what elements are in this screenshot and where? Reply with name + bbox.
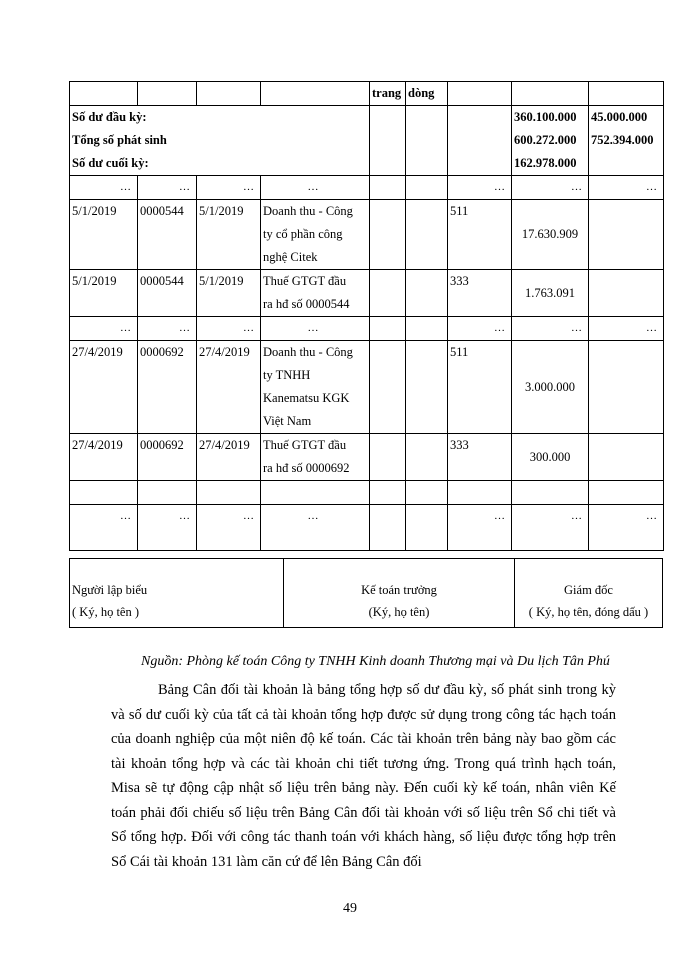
closing-balance-label: Số dư cuối kỳ: — [72, 156, 149, 170]
entry-doc-date: 27/4/2019 — [197, 341, 261, 434]
ellipsis-cell: … — [448, 505, 512, 551]
description-line: Kanematsu KGK — [263, 391, 350, 405]
page-number: 49 — [343, 901, 357, 916]
balance-labels — [70, 106, 370, 176]
ellipsis-cell: … — [589, 176, 664, 200]
ellipsis-cell: … — [70, 176, 138, 200]
ellipsis-cell: … — [512, 505, 589, 551]
signature-block — [69, 558, 663, 628]
director-note: ( Ký, họ tên, đóng dấu ) — [528, 605, 649, 619]
description-line: ty cổ phần công — [263, 227, 343, 241]
ellipsis-row — [70, 505, 664, 551]
ellipsis-cell: … — [70, 317, 138, 341]
total-credit: 752.394.000 — [591, 133, 654, 147]
entry-amount: 1.763.091 — [512, 270, 589, 317]
header-dong: dòng — [406, 82, 448, 106]
source-caption: Nguồn: Phòng kế toán Công ty TNHH Kinh doanh Thương mại và Du lịch Tân Phú — [141, 654, 610, 669]
opening-debit: 360.100.000 — [514, 110, 577, 124]
description-line: Thuế GTGT đầu — [263, 274, 347, 288]
blank — [370, 270, 406, 317]
ellipsis-cell: … — [197, 505, 261, 551]
description-line: Việt Nam — [263, 414, 312, 428]
blank — [589, 341, 664, 434]
total-activity-label: Tổng số phát sinh — [72, 133, 167, 147]
opening-balance-label: Số dư đầu kỳ: — [72, 110, 147, 124]
blank — [406, 341, 448, 434]
entry-date: 27/4/2019 — [70, 434, 138, 481]
entry-account: 333 — [448, 270, 512, 317]
table-row — [70, 341, 664, 434]
ellipsis-cell: … — [512, 317, 589, 341]
ellipsis-cell: … — [512, 176, 589, 200]
header-row — [70, 82, 664, 106]
total-debit: 600.272.000 — [514, 133, 577, 147]
ellipsis-cell: … — [197, 176, 261, 200]
ellipsis-cell: … — [448, 176, 512, 200]
balance-debit — [512, 106, 589, 176]
blank — [589, 200, 664, 270]
chief-accountant-note: (Ký, họ tên) — [368, 605, 430, 619]
entry-description — [261, 341, 370, 434]
description-line: ra hđ số 0000692 — [263, 461, 350, 475]
ellipsis-cell: … — [261, 317, 370, 341]
ellipsis-row — [70, 317, 664, 341]
header-trang: trang — [370, 82, 406, 106]
entry-account: 333 — [448, 434, 512, 481]
entry-date: 5/1/2019 — [70, 270, 138, 317]
description-line: Thuế GTGT đầu — [263, 438, 347, 452]
blank — [589, 434, 664, 481]
ellipsis-cell: … — [197, 317, 261, 341]
table-row — [70, 200, 664, 270]
preparer-note: ( Ký, họ tên ) — [72, 605, 139, 619]
chief-accountant-signature — [284, 559, 515, 627]
entry-amount: 3.000.000 — [512, 341, 589, 434]
entry-doc-date: 5/1/2019 — [197, 200, 261, 270]
description-line: ra hđ số 0000544 — [263, 297, 350, 311]
ellipsis-cell: … — [261, 505, 370, 551]
ledger-table — [69, 81, 664, 551]
balance-row — [70, 106, 664, 176]
entry-account: 511 — [448, 200, 512, 270]
entry-doc-date: 5/1/2019 — [197, 270, 261, 317]
ellipsis-cell: … — [70, 505, 138, 551]
ellipsis-cell: … — [589, 317, 664, 341]
ellipsis-row — [70, 176, 664, 200]
director-signature — [515, 559, 662, 627]
blank — [406, 270, 448, 317]
blank-row — [70, 481, 664, 505]
closing-credit — [591, 152, 661, 175]
opening-credit: 45.000.000 — [591, 110, 648, 124]
chief-accountant-title: Kế toán trưởng — [361, 583, 437, 597]
ellipsis-cell: … — [138, 505, 197, 551]
entry-number: 0000692 — [138, 434, 197, 481]
description-line: nghệ Citek — [263, 250, 318, 264]
entry-description — [261, 270, 370, 317]
entry-doc-date: 27/4/2019 — [197, 434, 261, 481]
ellipsis-cell: … — [261, 176, 370, 200]
description-line: Doanh thu - Công — [263, 345, 353, 359]
ellipsis-cell: … — [448, 317, 512, 341]
body-paragraph: Bảng Cân đối tài khoản là bảng tổng hợp số dư đầu kỳ, số phát sinh trong kỳ và số dư cuối kỳ của tất cả tài khoản tổng hợp được sử dụng trong công tác hạch toán của doanh nghiệp của một niên độ kế toán. Các tài khoản trên bảng này bao gồm các tài khoản tổng hợp và các tài khoản chi tiết tương ứng. Trong quá trình hạch toán, Misa sẽ tự động cập nhật số liệu trên bảng này. Đến cuối kỳ kế toán, nhân viên Kế toán phải đối chiếu số liệu trên Bảng Cân đối tài khoản với số liệu trên Sổ chi tiết và Sổ tổng hợp. Đối với công tác thanh toán với khách hàng, số liệu được tổng hợp trên Sổ Cái tài khoản 131 làm căn cứ để lên Bảng Cân đối — [111, 682, 616, 870]
table-row — [70, 270, 664, 317]
description-line: Doanh thu - Công — [263, 204, 353, 218]
preparer-title: Người lập biểu — [72, 583, 148, 597]
entry-amount: 300.000 — [512, 434, 589, 481]
blank — [370, 200, 406, 270]
blank — [406, 200, 448, 270]
entry-number: 0000692 — [138, 341, 197, 434]
blank — [370, 434, 406, 481]
balance-credit — [589, 106, 664, 176]
blank — [406, 434, 448, 481]
director-title: Giám đốc — [564, 583, 613, 597]
entry-number: 0000544 — [138, 270, 197, 317]
entry-date: 5/1/2019 — [70, 200, 138, 270]
table-row — [70, 434, 664, 481]
preparer-signature — [70, 559, 284, 627]
closing-debit: 162.978.000 — [514, 156, 577, 170]
ellipsis-cell: … — [138, 317, 197, 341]
blank — [370, 341, 406, 434]
blank — [589, 270, 664, 317]
description-line: ty TNHH — [263, 368, 311, 382]
ellipsis-cell: … — [589, 505, 664, 551]
entry-description — [261, 200, 370, 270]
ellipsis-cell: … — [138, 176, 197, 200]
entry-account: 511 — [448, 341, 512, 434]
entry-number: 0000544 — [138, 200, 197, 270]
entry-amount: 17.630.909 — [512, 200, 589, 270]
entry-date: 27/4/2019 — [70, 341, 138, 434]
entry-description — [261, 434, 370, 481]
